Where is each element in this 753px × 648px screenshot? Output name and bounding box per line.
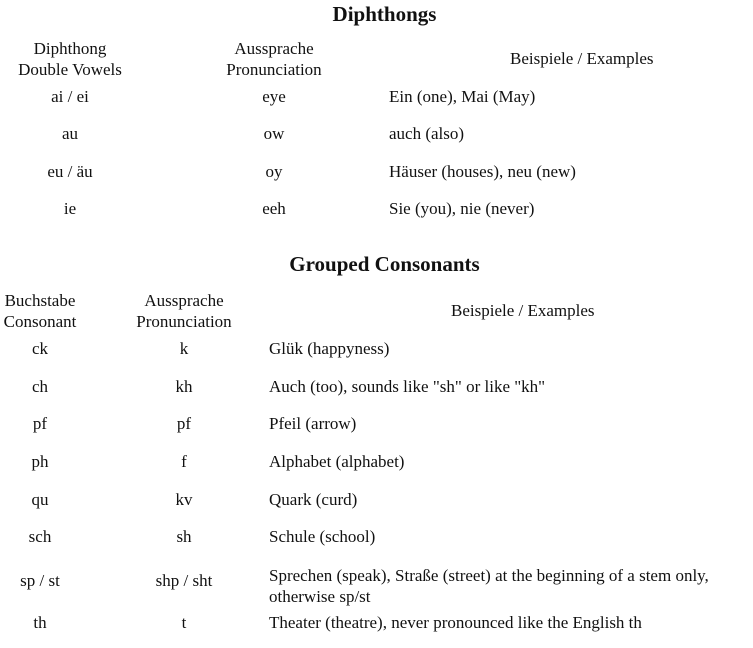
diphthongs-header-examples: Beispiele / Examples [510, 49, 654, 68]
diphthongs-header-letters: Diphthong Double Vowels [18, 39, 122, 79]
consonant-pronunciation: kv [175, 490, 193, 509]
consonant-letters: sp / st [20, 571, 60, 590]
consonant-letters: ch [31, 377, 49, 396]
consonant-letters: ph [31, 452, 49, 471]
diphthong-examples: auch (also) [389, 124, 465, 143]
diphthong-pronunciation: oy [265, 162, 283, 181]
consonants-header-pronunciation: Aussprache Pronunciation [136, 291, 232, 331]
consonant-letters: pf [32, 414, 48, 433]
diphthong-letters: eu / äu [47, 162, 93, 181]
diphthong-letters: au [61, 124, 79, 143]
consonant-letters: th [33, 613, 47, 632]
diphthong-pronunciation: eeh [262, 199, 286, 218]
consonant-letters: sch [28, 527, 52, 546]
consonant-pronunciation: sh [176, 527, 192, 546]
diphthongs-header-pronunciation: Aussprache Pronunciation [226, 39, 322, 79]
consonant-letters: qu [31, 490, 49, 509]
consonant-pronunciation: k [179, 339, 189, 358]
diphthong-pronunciation: ow [263, 124, 285, 143]
diphthong-letters: ie [63, 199, 77, 218]
consonant-examples: Alphabet (alphabet) [269, 452, 405, 471]
consonants-title: Grouped Consonants [289, 252, 480, 276]
consonants-header-examples: Beispiele / Examples [451, 301, 595, 320]
consonant-pronunciation: kh [175, 377, 193, 396]
consonants-header-letters: Buchstabe Consonant [3, 291, 77, 331]
consonant-pronunciation: shp / sht [155, 571, 213, 590]
consonant-examples: Pfeil (arrow) [269, 414, 357, 433]
consonant-examples: Quark (curd) [269, 490, 358, 509]
consonant-pronunciation: pf [176, 414, 192, 433]
diphthongs-title: Diphthongs [332, 2, 437, 26]
consonant-letters: ck [31, 339, 49, 358]
diphthong-examples: Häuser (houses), neu (new) [389, 162, 576, 181]
consonant-pronunciation: f [181, 452, 187, 471]
consonant-examples: Sprechen (speak), Straße (street) at the beginning of a stem only, otherwise sp/st [269, 566, 709, 606]
consonant-examples: Schule (school) [269, 527, 376, 546]
diphthong-letters: ai / ei [51, 87, 89, 106]
consonant-examples: Glük (happyness) [269, 339, 390, 358]
consonant-examples: Theater (theatre), never pronounced like the English th [269, 613, 642, 632]
diphthong-examples: Ein (one), Mai (May) [389, 87, 536, 106]
consonant-pronunciation: t [181, 613, 187, 632]
diphthong-examples: Sie (you), nie (never) [389, 199, 535, 218]
diphthong-pronunciation: eye [262, 87, 286, 106]
consonant-examples: Auch (too), sounds like "sh" or like "kh" [269, 377, 546, 396]
